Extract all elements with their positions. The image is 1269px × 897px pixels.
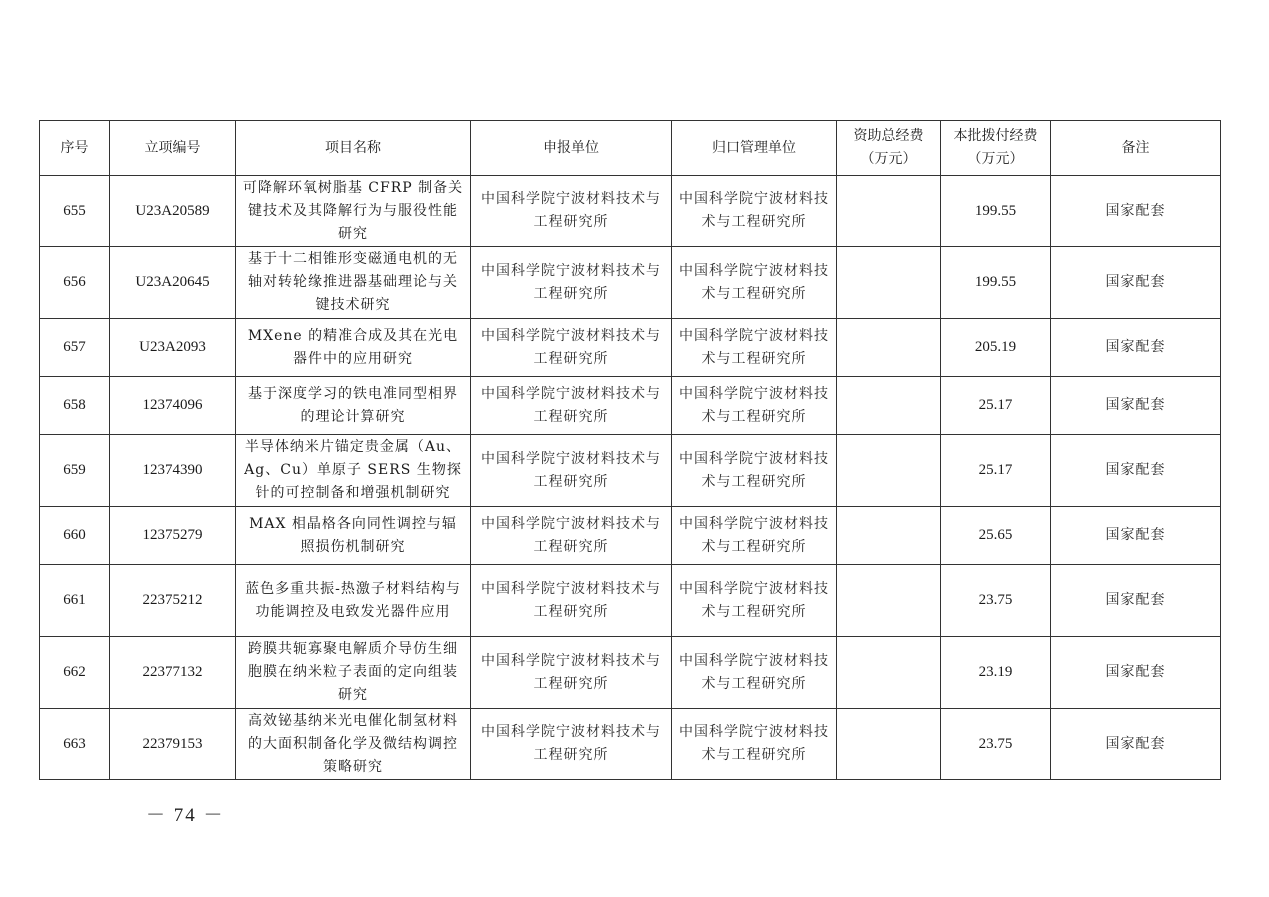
cell-manager: 中国科学院宁波材料技术与工程研究所 [672, 247, 837, 319]
cell-note: 国家配套 [1051, 709, 1221, 780]
cell-total-funding [837, 176, 941, 247]
cell-code: U23A20645 [110, 247, 236, 319]
cell-manager: 中国科学院宁波材料技术与工程研究所 [672, 709, 837, 780]
page-number: － 74 － [146, 805, 225, 826]
cell-batch-funding: 199.55 [941, 176, 1051, 247]
header-total-funding [837, 121, 941, 176]
cell-code: 22379153 [110, 709, 236, 780]
table-row [40, 507, 1221, 565]
table-row [40, 565, 1221, 637]
cell-batch-funding: 23.75 [941, 709, 1051, 780]
cell-seq: 661 [40, 565, 110, 637]
cell-seq: 658 [40, 377, 110, 435]
cell-code: 12375279 [110, 507, 236, 565]
cell-total-funding [837, 637, 941, 709]
cell-applicant: 中国科学院宁波材料技术与工程研究所 [471, 565, 672, 637]
cell-batch-funding: 23.75 [941, 565, 1051, 637]
table-row [40, 176, 1221, 247]
table-row [40, 435, 1221, 507]
cell-manager: 中国科学院宁波材料技术与工程研究所 [672, 377, 837, 435]
cell-code: 12374390 [110, 435, 236, 507]
cell-code: 22377132 [110, 637, 236, 709]
cell-seq: 656 [40, 247, 110, 319]
funding-table [39, 120, 1221, 780]
cell-manager: 中国科学院宁波材料技术与工程研究所 [672, 319, 837, 377]
cell-total-funding [837, 435, 941, 507]
cell-seq: 662 [40, 637, 110, 709]
header-total-funding-line2: （万元） [860, 151, 917, 167]
cell-applicant: 中国科学院宁波材料技术与工程研究所 [471, 637, 672, 709]
cell-name: 基于深度学习的铁电准同型相界的理论计算研究 [236, 377, 471, 435]
cell-code: U23A2093 [110, 319, 236, 377]
header-note: 备注 [1051, 121, 1221, 176]
cell-batch-funding: 199.55 [941, 247, 1051, 319]
cell-batch-funding: 205.19 [941, 319, 1051, 377]
cell-seq: 663 [40, 709, 110, 780]
cell-total-funding [837, 319, 941, 377]
header-batch-funding-line1: 本批拨付经费 [953, 128, 1038, 144]
cell-name: MAX 相晶格各向同性调控与辐照损伤机制研究 [236, 507, 471, 565]
cell-applicant: 中国科学院宁波材料技术与工程研究所 [471, 319, 672, 377]
table-row [40, 709, 1221, 780]
cell-note: 国家配套 [1051, 435, 1221, 507]
cell-applicant: 中国科学院宁波材料技术与工程研究所 [471, 709, 672, 780]
table-row [40, 637, 1221, 709]
cell-applicant: 中国科学院宁波材料技术与工程研究所 [471, 247, 672, 319]
cell-seq: 655 [40, 176, 110, 247]
cell-manager: 中国科学院宁波材料技术与工程研究所 [672, 176, 837, 247]
cell-batch-funding: 23.19 [941, 637, 1051, 709]
cell-name: 半导体纳米片锚定贵金属（Au、Ag、Cu）单原子 SERS 生物探针的可控制备和增强机制研究 [236, 435, 471, 507]
cell-code: U23A20589 [110, 176, 236, 247]
header-seq: 序号 [40, 121, 110, 176]
cell-name: 高效铋基纳米光电催化制氢材料的大面积制备化学及微结构调控策略研究 [236, 709, 471, 780]
cell-note: 国家配套 [1051, 176, 1221, 247]
cell-note: 国家配套 [1051, 565, 1221, 637]
cell-applicant: 中国科学院宁波材料技术与工程研究所 [471, 435, 672, 507]
cell-note: 国家配套 [1051, 319, 1221, 377]
cell-seq: 659 [40, 435, 110, 507]
table-row [40, 377, 1221, 435]
cell-note: 国家配套 [1051, 507, 1221, 565]
cell-seq: 660 [40, 507, 110, 565]
cell-applicant: 中国科学院宁波材料技术与工程研究所 [471, 507, 672, 565]
cell-name: 跨膜共轭寡聚电解质介导仿生细胞膜在纳米粒子表面的定向组装研究 [236, 637, 471, 709]
cell-note: 国家配套 [1051, 247, 1221, 319]
cell-total-funding [837, 377, 941, 435]
header-code: 立项编号 [110, 121, 236, 176]
cell-applicant: 中国科学院宁波材料技术与工程研究所 [471, 176, 672, 247]
cell-code: 12374096 [110, 377, 236, 435]
table-row [40, 247, 1221, 319]
cell-name: 基于十二相锥形变磁通电机的无轴对转轮缘推进器基础理论与关键技术研究 [236, 247, 471, 319]
cell-batch-funding: 25.17 [941, 435, 1051, 507]
cell-manager: 中国科学院宁波材料技术与工程研究所 [672, 637, 837, 709]
cell-name: MXene 的精准合成及其在光电器件中的应用研究 [236, 319, 471, 377]
header-total-funding-line1: 资助总经费 [853, 128, 924, 144]
header-name: 项目名称 [236, 121, 471, 176]
header-batch-funding [941, 121, 1051, 176]
cell-batch-funding: 25.65 [941, 507, 1051, 565]
cell-manager: 中国科学院宁波材料技术与工程研究所 [672, 565, 837, 637]
cell-name: 可降解环氧树脂基 CFRP 制备关键技术及其降解行为与服役性能研究 [236, 176, 471, 247]
cell-manager: 中国科学院宁波材料技术与工程研究所 [672, 507, 837, 565]
cell-total-funding [837, 709, 941, 780]
table-row [40, 319, 1221, 377]
cell-total-funding [837, 507, 941, 565]
cell-seq: 657 [40, 319, 110, 377]
header-batch-funding-line2: （万元） [967, 151, 1024, 167]
cell-applicant: 中国科学院宁波材料技术与工程研究所 [471, 377, 672, 435]
cell-batch-funding: 25.17 [941, 377, 1051, 435]
table-header-row [40, 121, 1221, 176]
cell-total-funding [837, 247, 941, 319]
header-applicant: 申报单位 [471, 121, 672, 176]
cell-note: 国家配套 [1051, 377, 1221, 435]
cell-note: 国家配套 [1051, 637, 1221, 709]
cell-code: 22375212 [110, 565, 236, 637]
cell-total-funding [837, 565, 941, 637]
cell-name: 蓝色多重共振-热激子材料结构与功能调控及电致发光器件应用 [236, 565, 471, 637]
header-manager: 归口管理单位 [672, 121, 837, 176]
cell-manager: 中国科学院宁波材料技术与工程研究所 [672, 435, 837, 507]
